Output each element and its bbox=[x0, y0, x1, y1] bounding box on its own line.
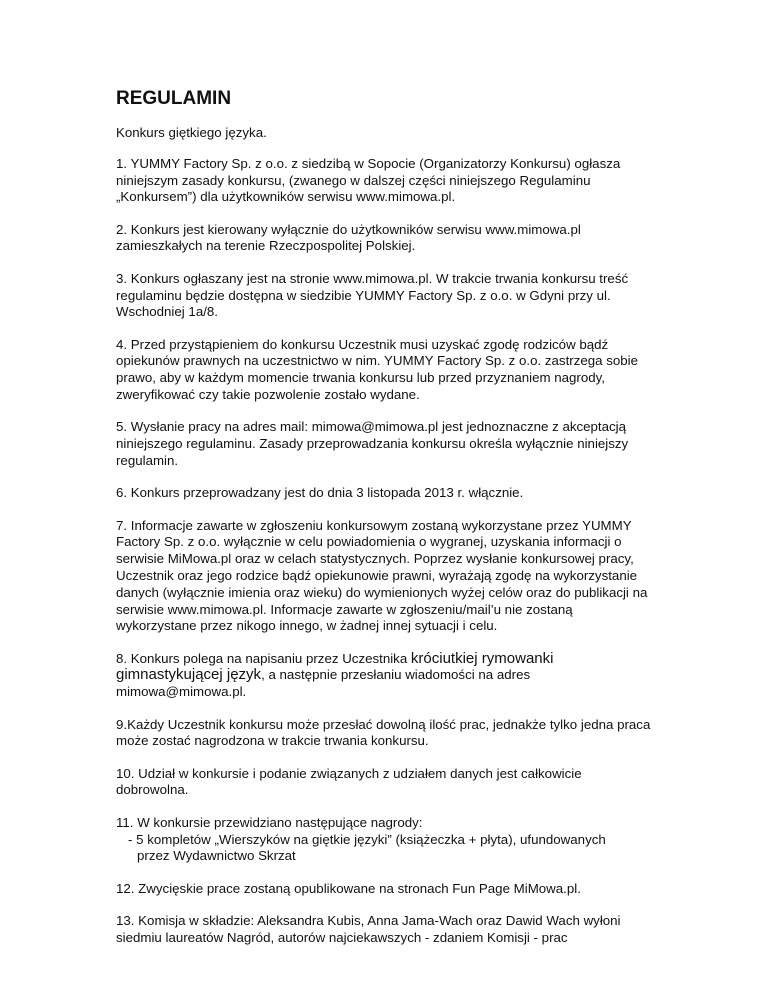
prize-list-item: - 5 kompletów „Wierszyków na giętkie języki” (książeczka + płyta), ufundowanych bbox=[128, 831, 606, 847]
paragraph-9: 9.Każdy Uczestnik konkursu może przesłać dowolną ilość prac, jednakże tylko jedna praca może zostać nagrodzona w trakcie trwania konkursu. bbox=[116, 716, 651, 749]
paragraph-8-emphasis: króciutkiej rymowanki gimnastykującej język bbox=[116, 649, 554, 684]
paragraph-8 bbox=[116, 651, 656, 701]
paragraph-11 bbox=[116, 815, 656, 865]
paragraph-4: 4. Przed przystąpieniem do konkursu Uczestnik musi uzyskać zgodę rodziców bądź opiekunów prawnych na uczestnictwo w nim. YUMMY Factory Sp. z o.o. zastrzega sobie prawo, aby w każdym momencie trwania konkursu lub przed przyznaniem nagrody, zweryfikować czy takie pozwolenie zostało wydane. bbox=[116, 336, 639, 403]
paragraph-8-end: , a następnie przesłaniu wiadomości na adres mimowa@mimowa.pl. bbox=[116, 667, 531, 700]
paragraph-7: 7. Informacje zawarte w zgłoszeniu konkursowym zostaną wykorzystane przez YUMMY Factory Sp. z o.o. wyłącznie w celu powiadomienia o wygranej, uzyskania informacji o serwisie MiMowa.pl oraz w celach statystycznych. Poprzez wysłanie konkursowej pracy, Uczestnik oraz jego rodzice bądź opiekunowie prawni, wyrażają zgodę na wykorzystanie danych (wyłącznie imienia oraz wieku) do wymienionych wyżej celów oraz do publikacji na serwisie www.mimowa.pl. Informacje zawarte w zgłoszeniu/mail’u nie zostaną wykorzystane przez nikogo innego, w żadnej innej sytuacji i celu. bbox=[116, 517, 648, 634]
prize-list-item-continuation: przez Wydawnictwo Skrzat bbox=[137, 848, 296, 864]
paragraph-8-start: 8. Konkurs polega na napisaniu przez Uczestnika bbox=[116, 650, 411, 666]
paragraph-1: 1. YUMMY Factory Sp. z o.o. z siedzibą w Sopocie (Organizatorzy Konkursu) ogłasza niniejszym zasady konkursu, (zwanego w dalszej części niniejszego Regulaminu „Konkursem”) dla użytkowników serwisu www.mimowa.pl. bbox=[116, 155, 621, 205]
contest-name: Konkurs giętkiego języka. bbox=[116, 125, 267, 140]
paragraph-5: 5. Wysłanie pracy na adres mail: mimowa@mimowa.pl jest jednoznaczne z akceptacją niniejszego regulaminu. Zasady przeprowadzania konkursu określa wyłącznie niniejszy regulamin. bbox=[116, 419, 629, 468]
paragraph-6: 6. Konkurs przeprowadzany jest do dnia 3 listopada 2013 r. włącznie. bbox=[116, 485, 524, 501]
document-title: REGULAMIN bbox=[116, 88, 232, 109]
paragraph-13: 13. Komisja w składzie: Aleksandra Kubis, Anna Jama-Wach oraz Dawid Wach wyłoni siedmiu laureatów Nagród, autorów najciekawszych - zdaniem Komisji - prac bbox=[116, 912, 621, 945]
regulation-document bbox=[116, 87, 656, 962]
paragraph-10: 10. Udział w konkursie i podanie związanych z udziałem danych jest całkowicie dobrowolna. bbox=[116, 765, 582, 798]
paragraph-12: 12. Zwycięskie prace zostaną opublikowane na stronach Fun Page MiMowa.pl. bbox=[116, 880, 581, 896]
paragraph-11-intro: 11. W konkursie przewidziano następujące nagrody: bbox=[116, 814, 423, 830]
paragraph-2: 2. Konkurs jest kierowany wyłącznie do użytkowników serwisu www.mimowa.pl zamieszkałych na terenie Rzeczpospolitej Polskiej. bbox=[116, 221, 581, 254]
paragraph-3: 3. Konkurs ogłaszany jest na stronie www.mimowa.pl. W trakcie trwania konkursu treść regulaminu będzie dostępna w siedzibie YUMMY Factory Sp. z o.o. w Gdyni przy ul. Wschodniej 1a/8. bbox=[116, 270, 629, 320]
